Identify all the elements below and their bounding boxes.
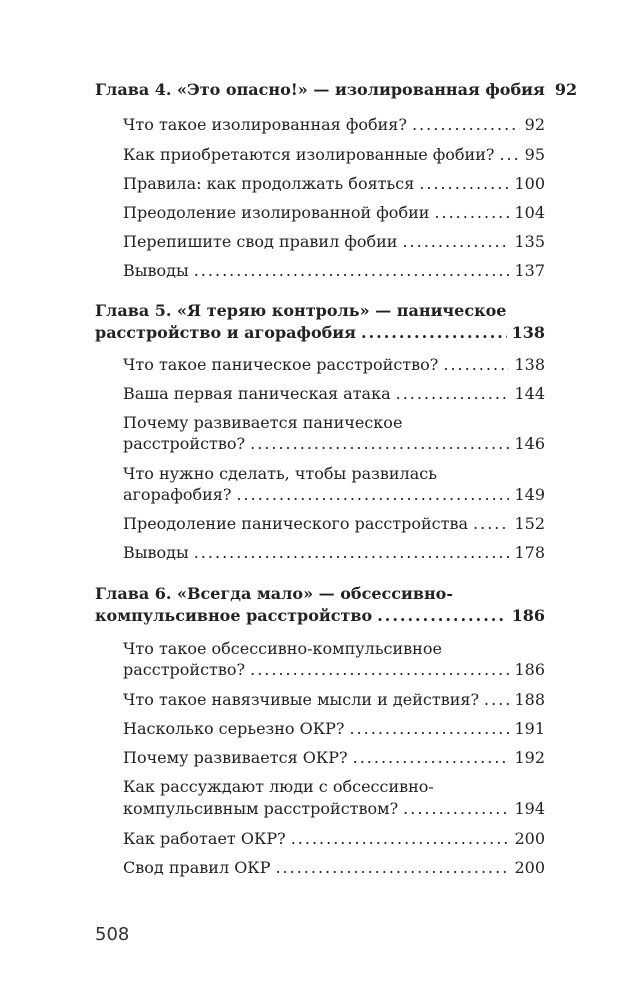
dot-leader — [361, 323, 507, 343]
entry-title: Почему развивается ОКР? — [123, 748, 348, 767]
toc-entry[interactable] — [123, 115, 545, 135]
page-ref: 186 — [511, 606, 545, 625]
entry-title: Что такое паническое расстройство? — [123, 355, 439, 374]
page-ref: 100 — [514, 174, 545, 193]
page-ref: 200 — [514, 858, 545, 877]
page-ref: 152 — [514, 514, 545, 533]
toc-entry[interactable] — [123, 690, 545, 710]
toc-entry[interactable] — [123, 858, 545, 878]
dot-leader — [291, 829, 510, 849]
entry-title: Правила: как продолжать бояться — [123, 174, 415, 193]
dot-leader — [250, 434, 509, 454]
toc-entry[interactable] — [123, 514, 545, 534]
toc-entry[interactable] — [123, 748, 545, 768]
page-ref: 188 — [514, 690, 545, 709]
dot-leader — [377, 606, 506, 626]
dot-leader — [396, 384, 510, 404]
entry-title: Выводы — [123, 543, 189, 562]
dot-leader — [349, 719, 509, 739]
chapter-title: расстройство и агорафобия — [95, 323, 356, 342]
toc-entry[interactable] — [123, 543, 545, 563]
toc-entry[interactable] — [123, 719, 545, 739]
entry-title: расстройство? — [123, 660, 246, 679]
entry-title: компульсивным расстройством? — [123, 799, 399, 818]
dot-leader — [419, 174, 509, 194]
dot-leader — [402, 232, 509, 252]
toc-entry[interactable] — [123, 434, 545, 454]
entry-title: агорафобия? — [123, 485, 232, 504]
entry-title: Как работает ОКР? — [123, 829, 286, 848]
entry-title-line: Как рассуждают люди с обсессивно- — [123, 777, 434, 796]
toc-entry[interactable] — [123, 660, 545, 680]
toc-entry[interactable] — [123, 261, 545, 281]
entry-title: Что такое изолированная фобия? — [123, 115, 407, 134]
chapter-4-entry[interactable] — [95, 80, 578, 100]
page-ref: 186 — [514, 660, 545, 679]
toc-entry[interactable] — [123, 355, 545, 375]
page-ref: 191 — [514, 719, 545, 738]
entry-title: Перепишите свод правил фобии — [123, 232, 398, 251]
toc-entry[interactable] — [123, 829, 545, 849]
page-ref: 92 — [524, 115, 545, 134]
dot-leader — [353, 748, 510, 768]
page-ref: 144 — [514, 384, 545, 403]
dot-leader — [499, 145, 519, 165]
toc-entry[interactable] — [123, 384, 545, 404]
page-ref: 192 — [514, 748, 545, 767]
dot-leader — [250, 660, 509, 680]
dot-leader — [443, 355, 509, 375]
toc-entry[interactable] — [123, 203, 545, 223]
toc-entry[interactable] — [123, 145, 545, 165]
entry-title-line: Что такое обсессивно-компульсивное — [123, 639, 442, 658]
dot-leader — [236, 485, 509, 505]
dot-leader — [403, 799, 509, 819]
page-ref: 138 — [511, 323, 545, 342]
chapter-6-entry[interactable] — [95, 606, 545, 626]
page-ref: 200 — [514, 829, 545, 848]
chapter-title-line: Глава 5. «Я теряю контроль» — паническое — [95, 301, 507, 320]
entry-title: Ваша первая паническая атака — [123, 384, 391, 403]
page-ref: 146 — [514, 434, 545, 453]
dot-leader — [484, 690, 509, 710]
entry-title: Выводы — [123, 261, 189, 280]
page-ref: 135 — [514, 232, 545, 251]
dot-leader — [434, 203, 509, 223]
dot-leader — [194, 261, 510, 281]
entry-title: Что такое навязчивые мысли и действия? — [123, 690, 480, 709]
dot-leader — [275, 858, 509, 878]
page-ref: 104 — [514, 203, 545, 222]
entry-title: Как приобретаются изолированные фобии? — [123, 145, 495, 164]
chapter-title: компульсивное расстройство — [95, 606, 373, 625]
toc-entry[interactable] — [123, 799, 545, 819]
page-ref: 138 — [514, 355, 545, 374]
entry-title: Свод правил ОКР — [123, 858, 271, 877]
chapter-title: Глава 4. «Это опасно!» — изолированная фобия — [95, 80, 545, 99]
toc-entry[interactable] — [123, 485, 545, 505]
page-ref: 194 — [514, 799, 545, 818]
toc-entry[interactable] — [123, 174, 545, 194]
page-ref: 95 — [524, 145, 545, 164]
entry-title: Преодоление панического расстройства — [123, 514, 469, 533]
dot-leader — [194, 543, 510, 563]
entry-title-line: Почему развивается паническое — [123, 413, 403, 432]
dot-leader — [412, 115, 520, 135]
chapter-5-entry[interactable] — [95, 323, 545, 343]
chapter-title-line: Глава 6. «Всегда мало» — обсессивно- — [95, 584, 453, 603]
page-ref: 137 — [514, 261, 545, 280]
toc-entry[interactable] — [123, 232, 545, 252]
entry-title-line: Что нужно сделать, чтобы развилась — [123, 464, 437, 483]
page-ref: 149 — [514, 485, 545, 504]
dot-leader — [473, 514, 509, 534]
page-number: 508 — [95, 924, 130, 945]
entry-title: Насколько серьезно ОКР? — [123, 719, 345, 738]
page-ref: 92 — [554, 80, 578, 99]
entry-title: Преодоление изолированной фобии — [123, 203, 430, 222]
page-ref: 178 — [514, 543, 545, 562]
entry-title: расстройство? — [123, 434, 246, 453]
